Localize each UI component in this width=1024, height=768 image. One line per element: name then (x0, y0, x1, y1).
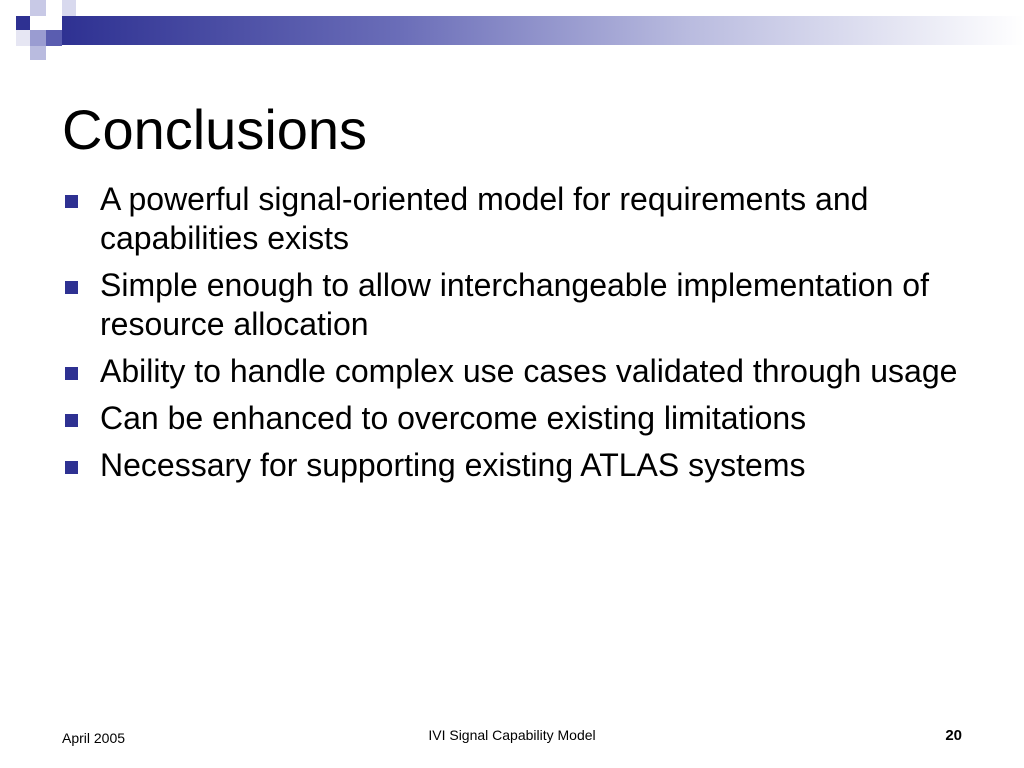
bullet-text: Simple enough to allow interchangeable implementation of resource allocation (100, 267, 929, 342)
bullet-text: A powerful signal-oriented model for requirements and capabilities exists (100, 181, 869, 256)
bullet-text: Necessary for supporting existing ATLAS systems (100, 447, 806, 483)
square-bullet-icon (65, 195, 78, 208)
decorative-square (16, 30, 30, 46)
footer-presentation-title: IVI Signal Capability Model (428, 727, 596, 743)
bullet-item (62, 446, 962, 485)
bullet-item (62, 266, 962, 344)
bullet-text: Can be enhanced to overcome existing limitations (100, 400, 807, 436)
square-bullet-icon (65, 414, 78, 427)
decorative-square (30, 46, 46, 60)
square-bullet-icon (65, 367, 78, 380)
bullet-item (62, 352, 962, 391)
bullet-item (62, 180, 962, 258)
decorative-square (30, 0, 46, 16)
decorative-square (30, 30, 46, 46)
decorative-square (16, 16, 30, 30)
decorative-square (46, 30, 62, 46)
square-bullet-icon (65, 461, 78, 474)
bullet-text: Ability to handle complex use cases validated through usage (100, 353, 958, 389)
bullet-list (62, 180, 962, 493)
page-number: 20 (945, 727, 962, 744)
square-bullet-icon (65, 281, 78, 294)
decorative-square (62, 0, 76, 16)
bullet-item (62, 399, 962, 438)
slide-title: Conclusions (62, 98, 368, 161)
footer-date: April 2005 (62, 730, 126, 746)
header-gradient-band (62, 16, 1024, 45)
